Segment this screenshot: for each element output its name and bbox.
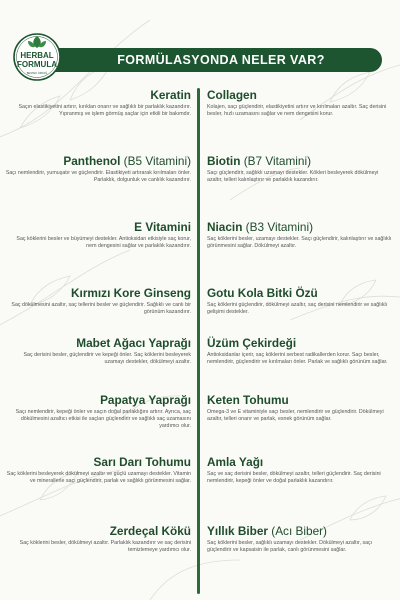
ingredient-kore-ginseng xyxy=(5,286,191,316)
ingredient-title: Biotin (B7 Vitamini) xyxy=(207,154,312,168)
ingredient-panthenol xyxy=(5,154,191,184)
ingredient-keratin xyxy=(5,88,191,118)
ingredient-title: E Vitamini xyxy=(134,220,191,234)
ingredient-description: Saçı nemlendirir, yumuşatır ve güçlendirir. Elastikiyeti artırarak kırılmaları önler. Parlaklık, dolgunluk ve canlılık kazandırır. xyxy=(5,170,191,184)
ingredient-description: Saç derisini besler, güçlendirir ve kepeği önler. Saç köklerini besleyerek uzamayı destekler, dökülmeyi azaltır. xyxy=(23,352,191,366)
ingredient-description: Saç köklerini besler, dökülmeyi azaltır. Parlaklık kazandırır ve saç derisini temizlemeye yardımcı olur. xyxy=(19,540,191,554)
ingredient-title: Zerdeçal Kökü xyxy=(109,524,191,538)
ingredient-description: Saç köklerini besleyerek dökülmeyi azaltır ve güçlü uzamayı destekler. Vitamin ve minerallerle saçı güçlendirir, parlak ve sağlıklı görünmesini sağlar. xyxy=(6,471,191,485)
ingredient-description: Saç köklerini besler, sağlıklı uzamayı destekler. Dökülmeyi azaltır, saçı güçlendirir ve kapsaisin ile parlak, canlı görünmesini sağlar. xyxy=(207,540,373,554)
ingredient-description: Omega-3 ve E vitaminiyle saçı besler, nemlendirir ve güçlendirir. Dökülmeyi azaltır, telleri onarır ve parlak, esnek görünüm sağlar. xyxy=(207,409,384,423)
ingredient-title: Kırmızı Kore Ginseng xyxy=(71,286,191,300)
ingredient-title: Papatya Yaprağı xyxy=(100,393,191,407)
ingredient-description: Saç dökülmesini azaltır, saç tellerini besler ve güçlendirir. Sağlıklı ve canlı bir görünüm kazandırır. xyxy=(11,302,191,316)
ingredient-e-vitamini xyxy=(5,220,191,250)
ingredient-sari-dari xyxy=(5,455,191,485)
ingredient-title: Amla Yağı xyxy=(207,455,264,469)
ingredient-description: Saç ve saç derisini besler, dökülmeyi azaltır, telleri güçlendirir. Saç derisini nemlendirir, kepeği önler ve doğal parlaklık kazandırır. xyxy=(207,471,381,485)
logo-line2: FORMULA xyxy=(17,60,57,69)
ingredient-description: Saç köklerini besler, uzamayı destekler. Saçı güçlendirir, kalınlaştırır ve sağlıklı görünmesini sağlar. Dökülmeyi azaltır. xyxy=(207,236,392,250)
ingredient-title: Sarı Darı Tohumu xyxy=(93,455,191,469)
ingredient-amla-yagi xyxy=(207,455,393,485)
logo-tagline: BESTEK ÖZDOĞ xyxy=(26,72,48,75)
ingredient-collagen xyxy=(207,88,393,118)
ingredient-title: Üzüm Çekirdeği xyxy=(207,336,297,350)
center-divider xyxy=(197,88,200,594)
ingredient-keten-tohumu xyxy=(207,393,393,423)
herbal-formula-logo xyxy=(4,32,70,82)
ingredient-gotu-kola xyxy=(207,286,393,316)
ingredient-niacin xyxy=(207,220,393,250)
ingredient-title: Collagen xyxy=(207,88,257,102)
ingredient-biotin xyxy=(207,154,393,184)
ingredient-title: Gotu Kola Bitki Özü xyxy=(207,286,318,300)
ingredient-title: Keten Tohumu xyxy=(207,393,289,407)
ingredient-description: Saçın elastikiyetini artırır, kırıklan onarır ve sağlıklı bir parlaklık kazandırır. Yıpranmış ve işlem görmüş saçlar için etkili bir bakımdır. xyxy=(18,104,191,118)
ingredient-description: Saçı nemlendirir, kepeği önler ve saçın doğal parlaklığını artırır. Ayrıca, saç dökülmesini azaltıcı etkisi ile saçları güçlendirir ve sağlıklı saç uzamasını yardımcı olur. xyxy=(15,409,191,430)
ingredient-title: Yıllık Biber (Acı Biber) xyxy=(207,524,327,538)
ingredient-papatya xyxy=(5,393,191,431)
ingredient-mabet-agaci xyxy=(5,336,191,366)
ingredient-title: Keratin xyxy=(150,88,191,102)
ingredient-yillik-biber xyxy=(207,524,393,554)
logo-line1: HERBAL xyxy=(20,51,54,60)
ingredient-title: Mabet Ağacı Yaprağı xyxy=(76,336,191,350)
ingredient-description: Saç köklerini güçlendirir, dökülmeyi azaltır, saç derisini nemlendirir ve sağlıklı gelişimi destekler. xyxy=(207,302,388,316)
ingredient-title: Panthenol (B5 Vitamini) xyxy=(63,154,191,168)
page-title: FORMÜLASYONDA NELER VAR? xyxy=(117,53,325,67)
ingredient-title: Niacin (B3 Vitamini) xyxy=(207,220,313,234)
ingredient-description: Kolajen, saçı güçlendirir, elastikiyetini artırır ve kırılmaları azaltır. Saç derisini besler, hızlı uzamasını sağlar ve nem dengesini korur. xyxy=(207,104,387,118)
ingredient-description: Antioksidanlar içerir, saç köklerini serbest radikallerden korur. Saçı besler, nemlendirir, güçlendirir ve kırılmaları önler. Parlak ve sağlıklı görünüm sağlar. xyxy=(207,352,388,366)
ingredient-description: Saçı güçlendirir, sağlıklı uzamayı destekler. Kökleri besleyerek dökülmeyi azaltır, telleri kalınlaştırır ve parlaklık kazandırır. xyxy=(207,170,379,184)
ingredient-uzum-cekirdegi xyxy=(207,336,393,366)
ingredient-zerdecal xyxy=(5,524,191,554)
ingredient-description: Saç köklerini besler ve büyümeyi destekler. Antioksidan etkisiyle saç korur, nem dengesini sağlar ve parlaklık kazandırır. xyxy=(16,236,191,250)
